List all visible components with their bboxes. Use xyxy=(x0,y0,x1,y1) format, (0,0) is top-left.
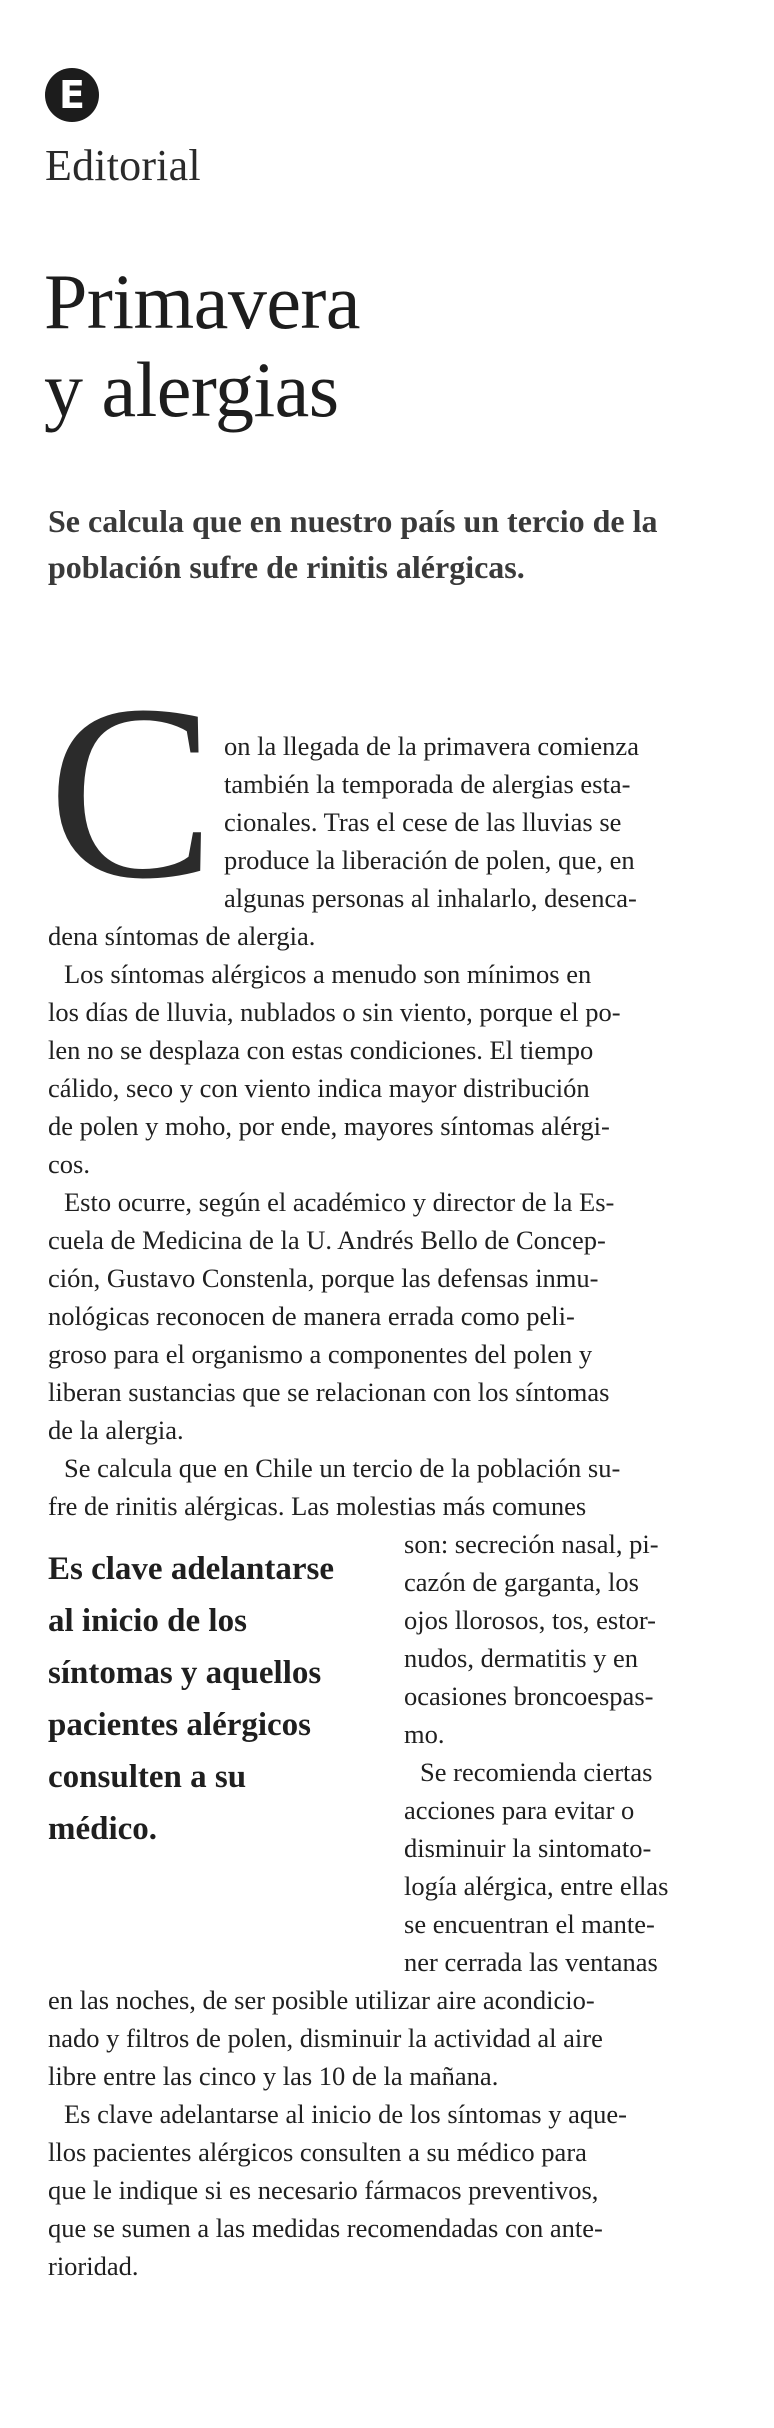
body-line: groso para el organismo a componentes del polen y xyxy=(48,1339,593,1369)
headline-line: y alergias xyxy=(44,346,339,433)
body-line: llos pacientes alérgicos consulten a su médico para xyxy=(48,2137,587,2167)
body-line: son: secreción nasal, pi- xyxy=(404,1529,659,1559)
body-line: cazón de garganta, los xyxy=(404,1567,639,1597)
pull-quote-line: al inicio de los xyxy=(48,1603,247,1639)
body-line: Esto ocurre, según el académico y director de la Es- xyxy=(64,1187,615,1217)
body-line: libre entre las cinco y las 10 de la mañana. xyxy=(48,2061,499,2091)
body-line: nado y filtros de polen, disminuir la actividad al aire xyxy=(48,2023,603,2053)
body-line: en las noches, de ser posible utilizar aire acondicio- xyxy=(48,1985,595,2015)
body-line: cos. xyxy=(48,1149,90,1179)
body-line: también la temporada de alergias esta- xyxy=(224,769,631,799)
body-line: de la alergia. xyxy=(48,1415,184,1445)
body-line: que se sumen a las medidas recomendadas con ante- xyxy=(48,2213,603,2243)
body-line: dena síntomas de alergia. xyxy=(48,921,316,951)
pull-quote-line: médico. xyxy=(48,1811,158,1847)
body-line: Se recomienda ciertas xyxy=(420,1757,653,1787)
body-line: len no se desplaza con estas condiciones. El tiempo xyxy=(48,1035,594,1065)
body-line: mo. xyxy=(404,1719,445,1749)
section-label: Editorial xyxy=(45,141,201,190)
body-line: rioridad. xyxy=(48,2251,139,2281)
body-line: logía alérgica, entre ellas xyxy=(404,1871,669,1901)
pull-quote-line: Es clave adelantarse xyxy=(48,1551,334,1587)
pull-quote-line: síntomas y aquellos xyxy=(48,1655,322,1691)
pull-quote-line: consulten a su xyxy=(48,1759,247,1795)
body-line: Es clave adelantarse al inicio de los síntomas y aque- xyxy=(64,2099,627,2129)
body-line: Se calcula que en Chile un tercio de la población su- xyxy=(64,1453,621,1483)
body-line: ner cerrada las ventanas xyxy=(404,1947,658,1977)
body-line: produce la liberación de polen, que, en xyxy=(224,845,635,875)
pull-quote-line: pacientes alérgicos xyxy=(48,1707,312,1743)
body-line: cálido, seco y con viento indica mayor distribución xyxy=(48,1073,590,1103)
body-line: cionales. Tras el cese de las lluvias se xyxy=(224,807,622,837)
section-badge: E xyxy=(45,68,99,122)
body-line: ocasiones broncoespas- xyxy=(404,1681,654,1711)
headline xyxy=(44,258,744,434)
body-line: nológicas reconocen de manera errada como peli- xyxy=(48,1301,575,1331)
body-line: fre de rinitis alérgicas. Las molestias más comunes xyxy=(48,1491,587,1521)
drop-cap: C xyxy=(48,654,215,931)
body-line: ción, Gustavo Constenla, porque las defensas inmu- xyxy=(48,1263,599,1293)
body-line: nudos, dermatitis y en xyxy=(404,1643,639,1673)
body-line: se encuentran el mante- xyxy=(404,1909,655,1939)
body-line: algunas personas al inhalarlo, desenca- xyxy=(224,883,637,913)
body-line: disminuir la sintomato- xyxy=(404,1833,652,1863)
body-line: cuela de Medicina de la U. Andrés Bello de Concep- xyxy=(48,1225,606,1255)
body-line: los días de lluvia, nublados o sin viento, porque el po- xyxy=(48,997,621,1027)
body-line: Los síntomas alérgicos a menudo son mínimos en xyxy=(64,959,592,989)
body-line: liberan sustancias que se relacionan con los síntomas xyxy=(48,1377,610,1407)
body-line: de polen y moho, por ende, mayores síntomas alérgi- xyxy=(48,1111,610,1141)
body-line: ojos llorosos, tos, estor- xyxy=(404,1605,656,1635)
body-line: acciones para evitar o xyxy=(404,1795,635,1825)
body-line: que le indique si es necesario fármacos preventivos, xyxy=(48,2175,599,2205)
deck-subtitle: Se calcula que en nuestro país un tercio de la población sufre de rinitis alérgicas. xyxy=(48,503,658,585)
headline-line: Primavera xyxy=(44,258,361,345)
body-line: on la llegada de la primavera comienza xyxy=(224,731,639,761)
